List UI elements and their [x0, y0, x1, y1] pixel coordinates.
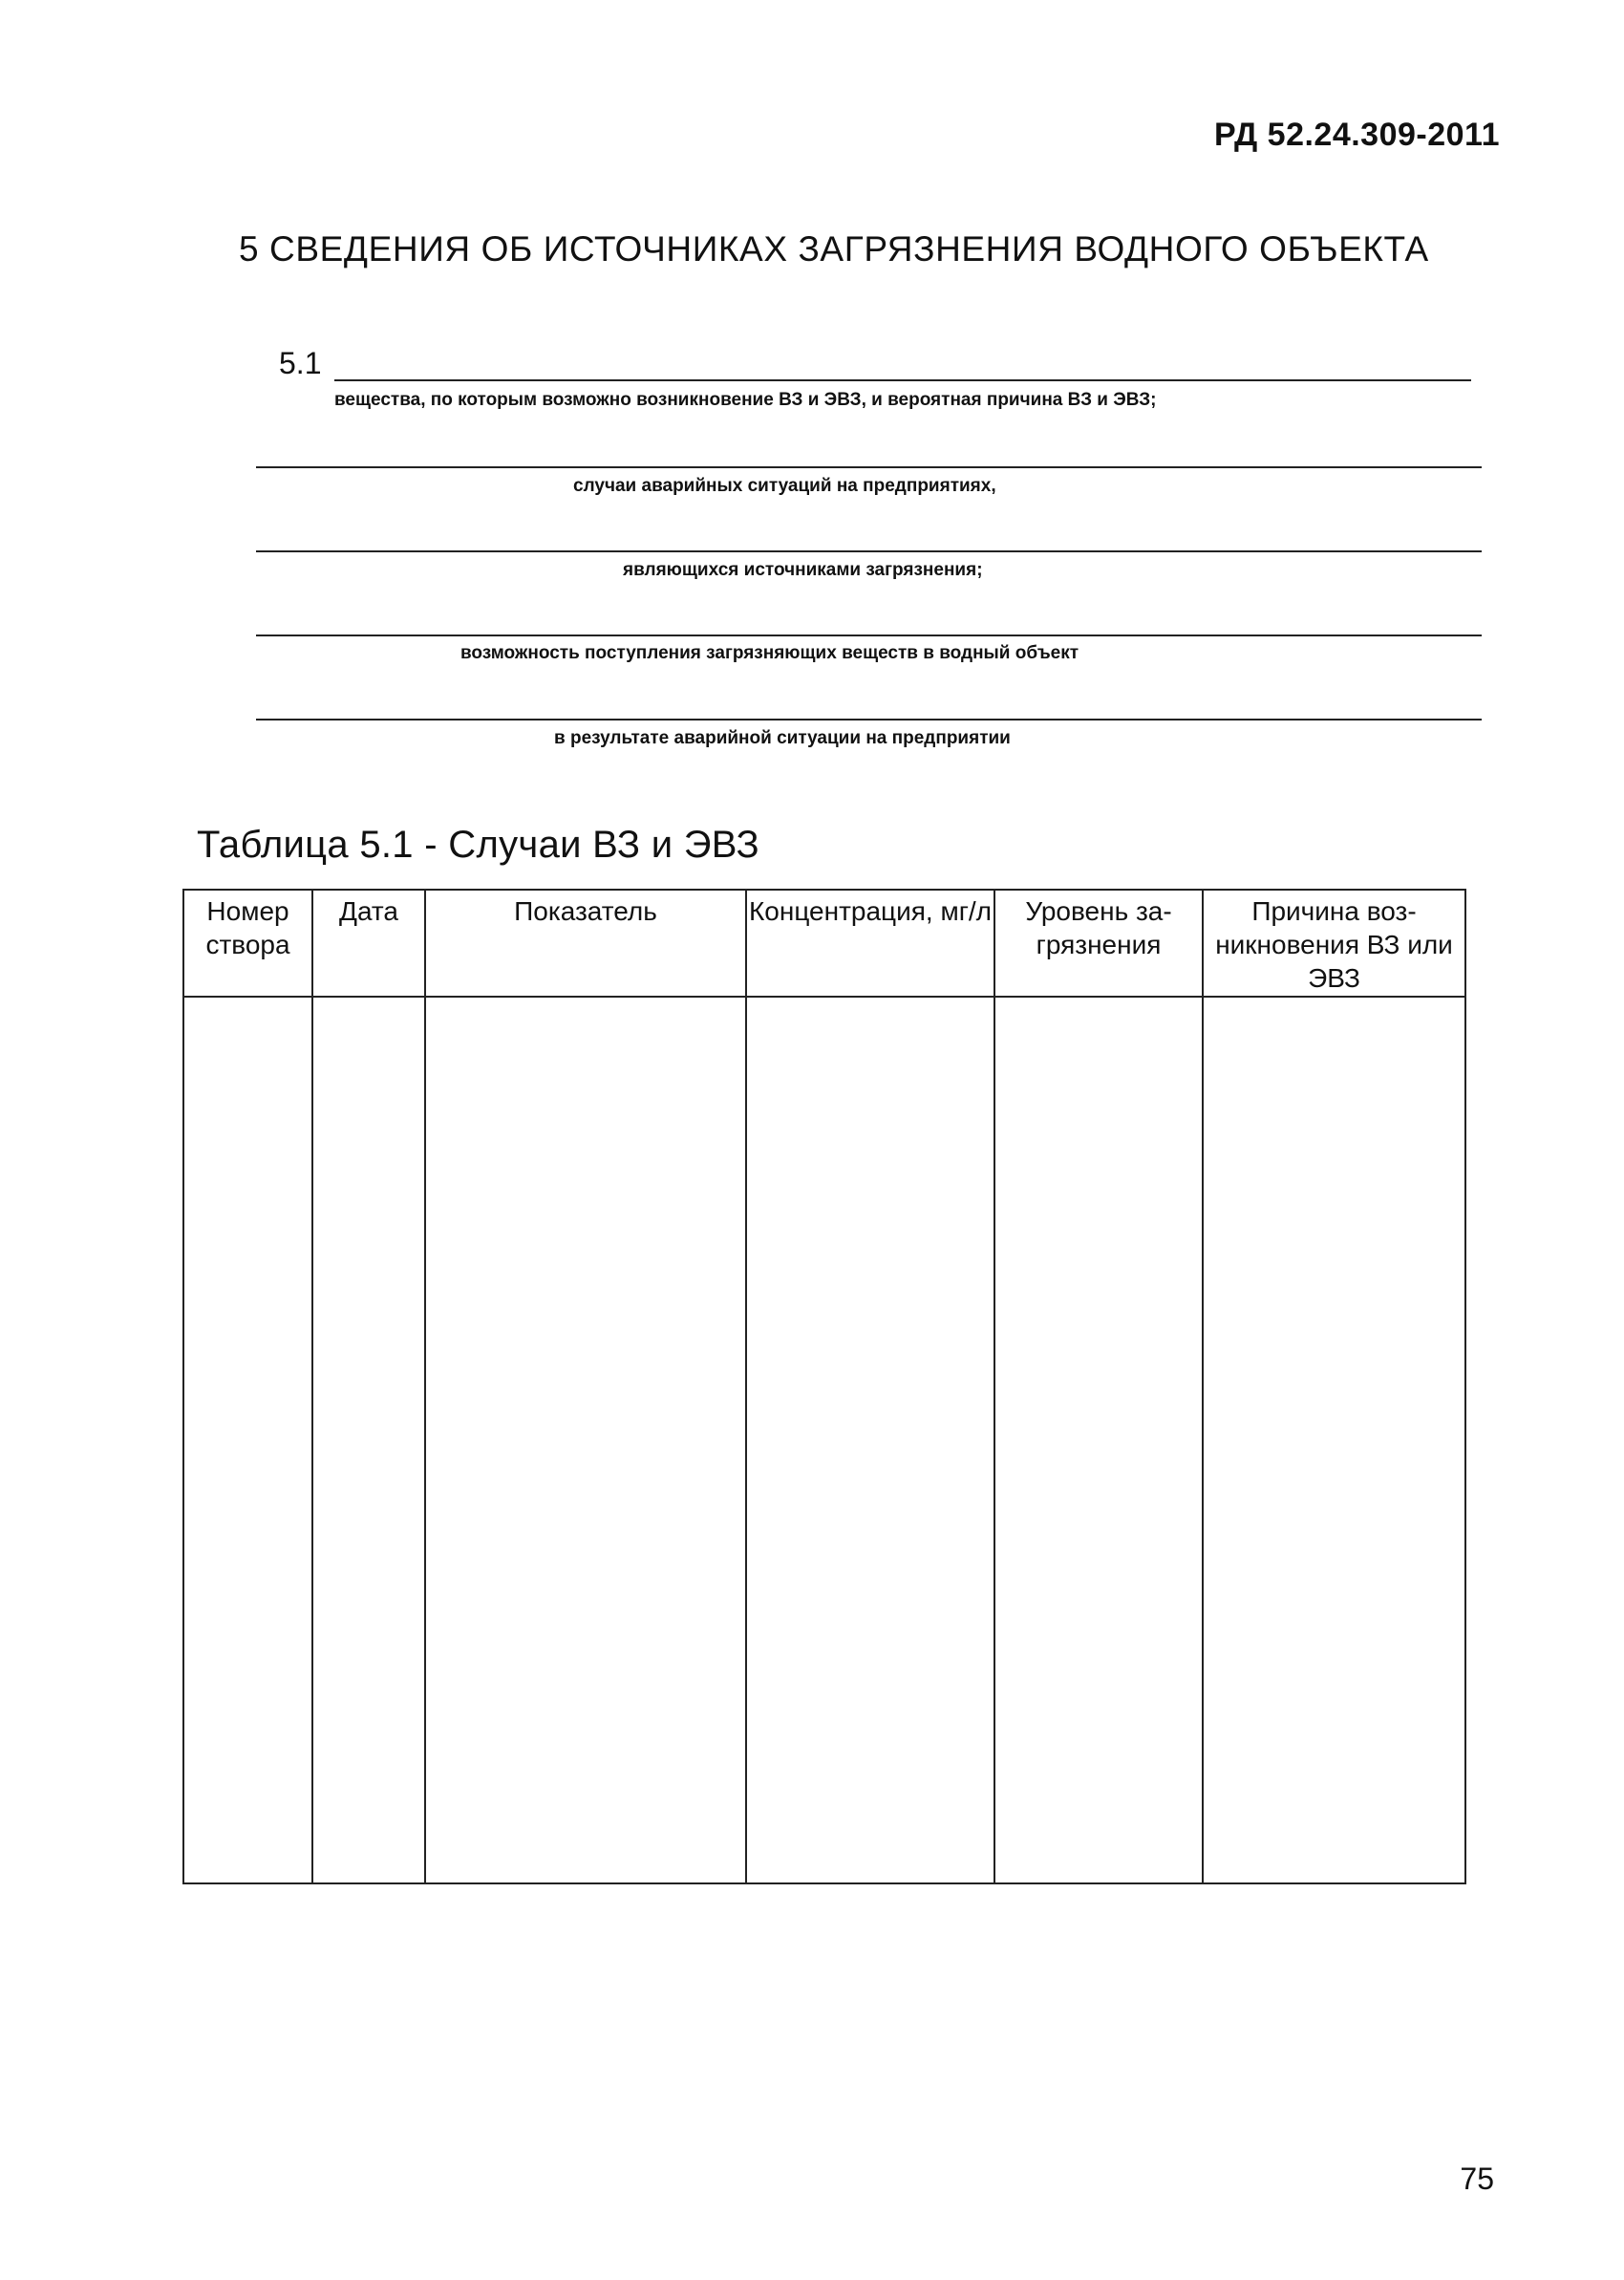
- page-number: 75: [1460, 2162, 1494, 2196]
- table-cell: [312, 997, 425, 1883]
- column-label: Причина воз-никновения ВЗ или ЭВЗ: [1215, 896, 1453, 993]
- fill-line-3: [256, 550, 1482, 552]
- table-row: [183, 997, 1465, 1883]
- document-code: РД 52.24.309-2011: [1213, 117, 1500, 153]
- table-cell: [183, 997, 312, 1883]
- column-header-indicator: [425, 890, 746, 997]
- fill-line-2: [256, 466, 1482, 468]
- table-cell: [746, 997, 994, 1883]
- field-caption-2: случаи аварийных ситуаций на предприятиях,: [573, 476, 996, 496]
- column-header-cause: [1203, 890, 1465, 997]
- column-header-pollution-level: [994, 890, 1203, 997]
- table-title: Таблица 5.1 - Случаи ВЗ и ЭВЗ: [197, 824, 759, 866]
- table-cell: [994, 997, 1203, 1883]
- fill-line-5: [256, 719, 1482, 721]
- column-label: Концентрация, мг/л: [748, 896, 993, 926]
- fill-line-4: [256, 635, 1482, 636]
- table-cell: [425, 997, 746, 1883]
- table-cell: [1203, 997, 1465, 1883]
- column-label: Уровень за-грязнения: [1025, 896, 1172, 959]
- column-label: Номер створа: [205, 896, 290, 959]
- field-caption-1: вещества, по которым возможно возникновение ВЗ и ЭВЗ, и вероятная причина ВЗ и ЭВЗ;: [334, 390, 1157, 410]
- column-header-section-number: [183, 890, 312, 997]
- fill-line-1: [334, 379, 1471, 381]
- column-label: Дата: [338, 896, 398, 926]
- table-header-row: [183, 890, 1465, 997]
- item-number: 5.1: [279, 346, 322, 380]
- field-caption-5: в результате аварийной ситуации на предприятии: [554, 728, 1011, 748]
- section-title: 5 СВЕДЕНИЯ ОБ ИСТОЧНИКАХ ЗАГРЯЗНЕНИЯ ВОДНОГО ОБЪЕКТА: [239, 229, 1429, 269]
- field-caption-4: возможность поступления загрязняющих веществ в водный объект: [460, 643, 1079, 663]
- column-header-concentration: [746, 890, 994, 997]
- pollution-cases-table: [182, 889, 1466, 1884]
- column-header-date: [312, 890, 425, 997]
- field-caption-3: являющихся источниками загрязнения;: [623, 560, 983, 580]
- column-label: Показатель: [514, 896, 657, 926]
